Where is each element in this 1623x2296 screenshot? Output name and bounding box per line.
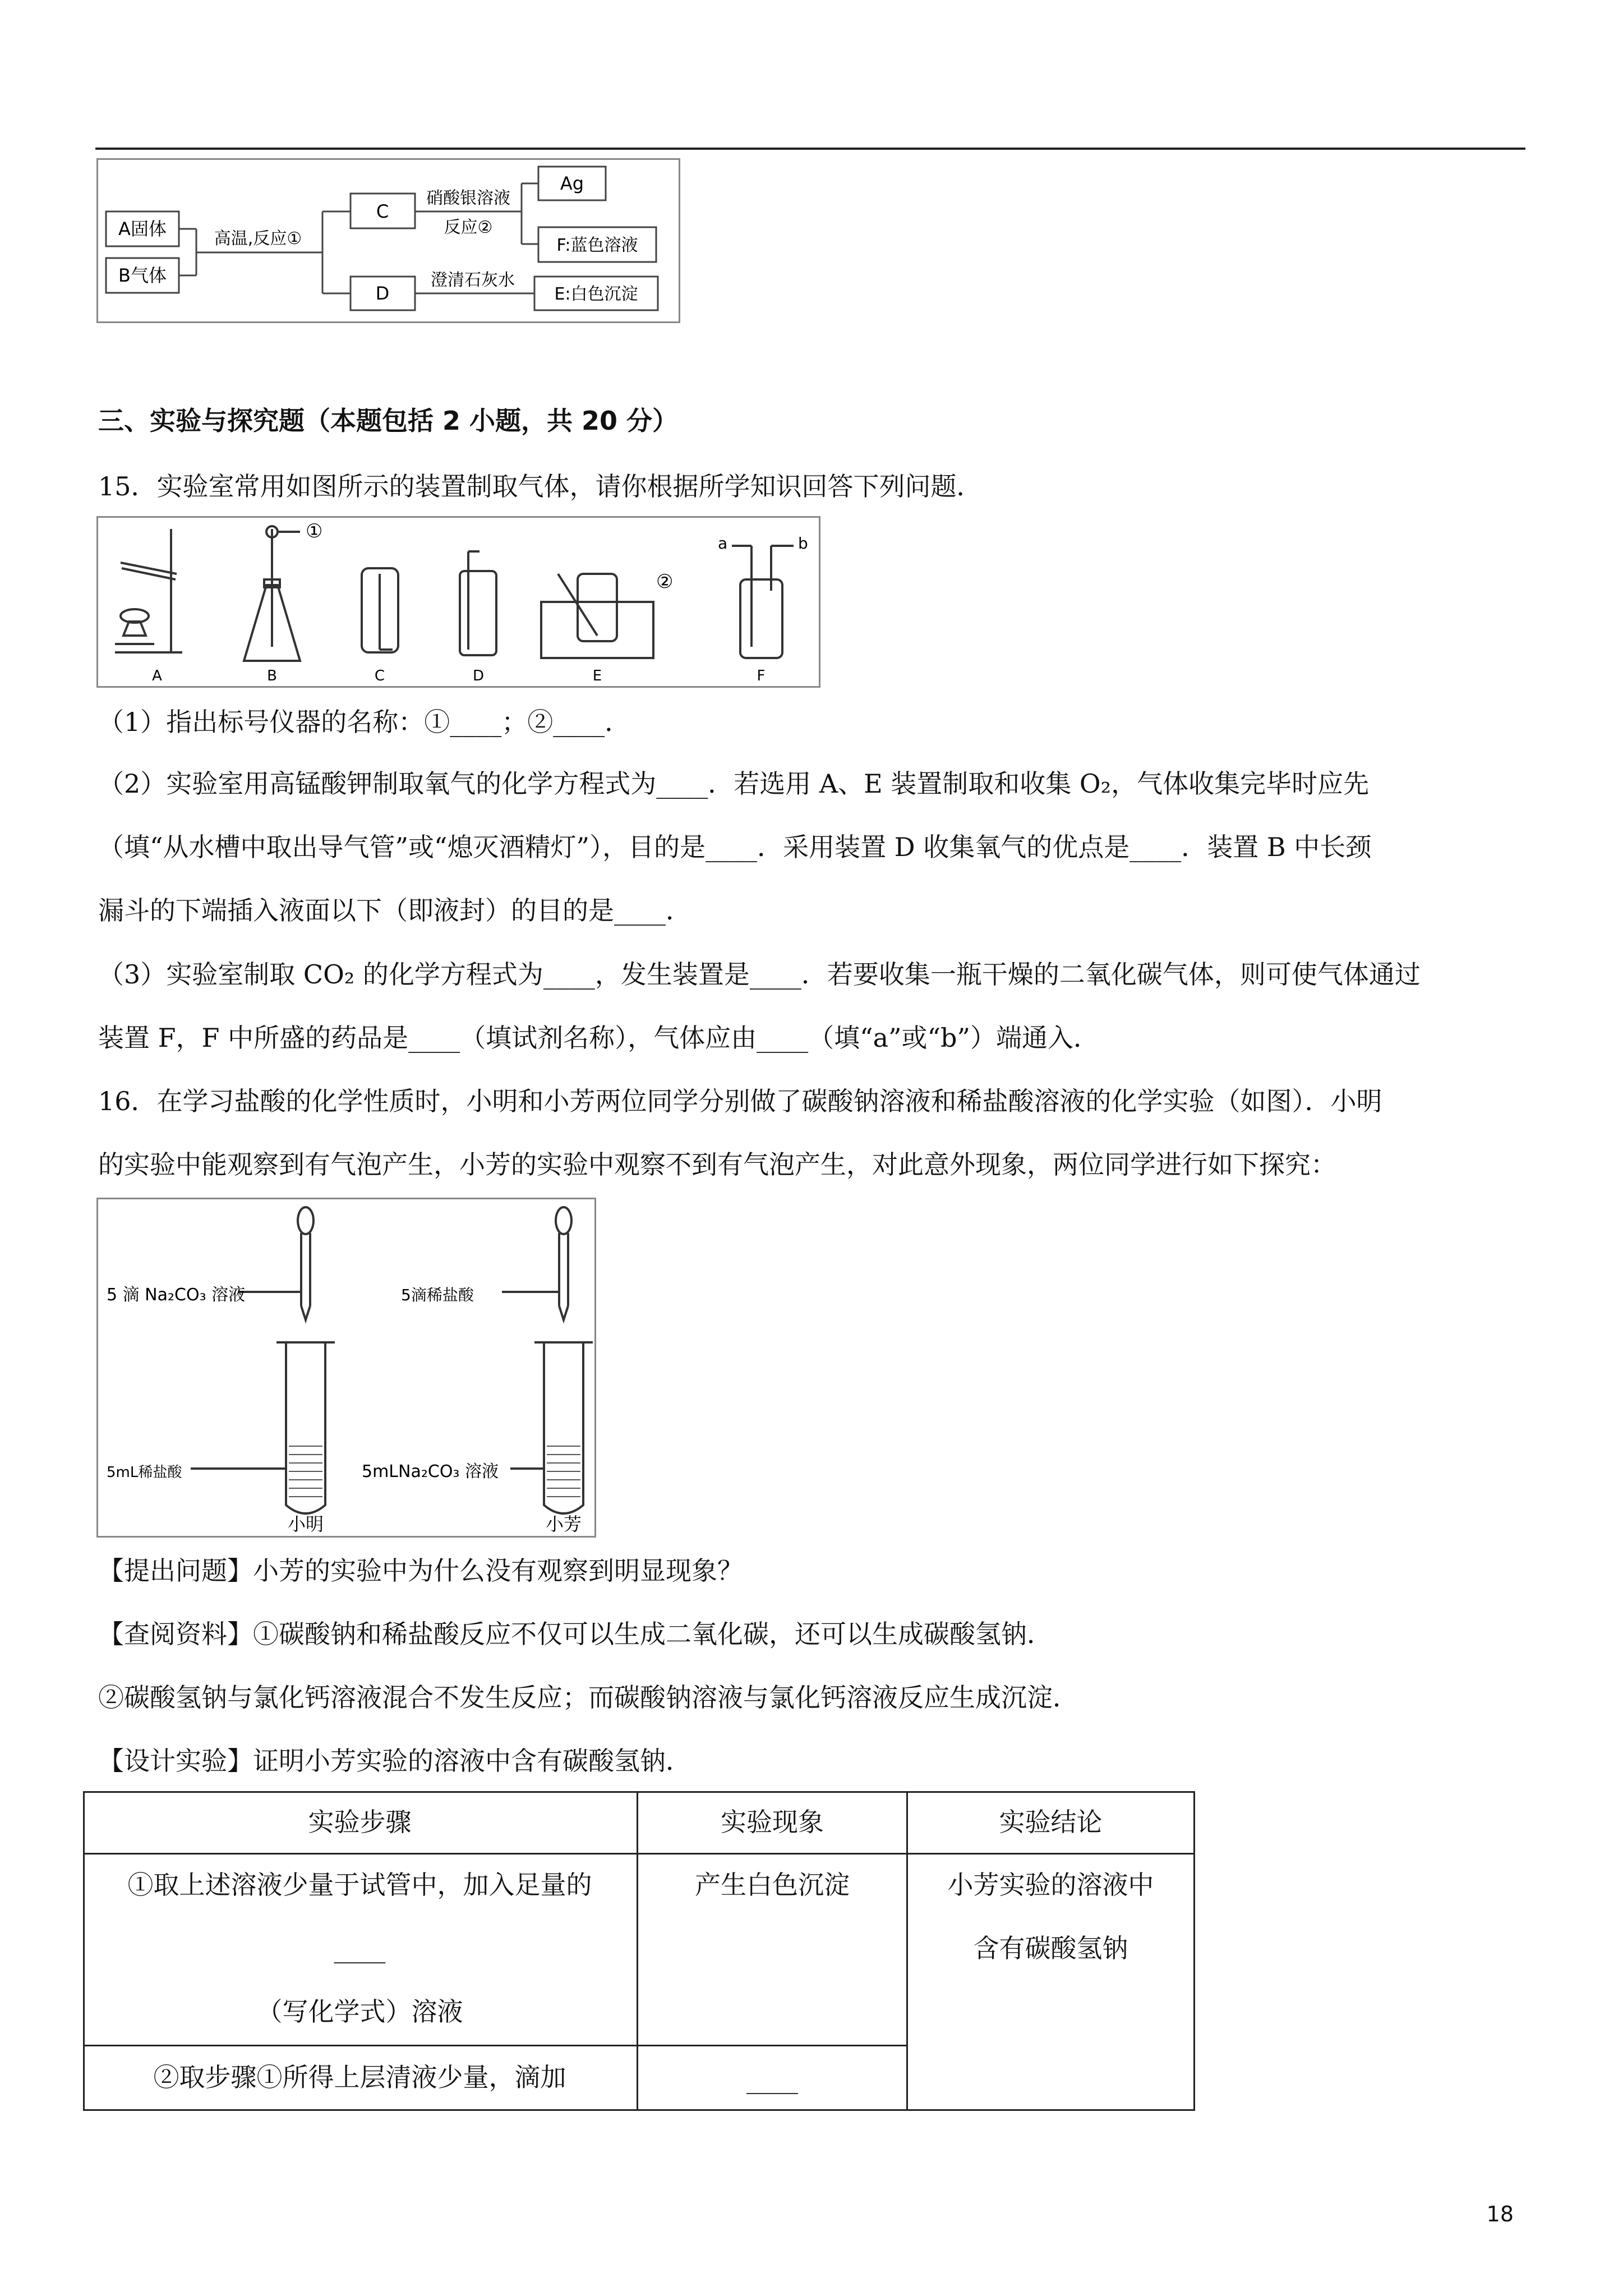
marker-1: ① (306, 520, 323, 542)
table-header-step: 实验步骤 (308, 1807, 412, 1837)
left-tube-label: 5mL稀盐酸 (107, 1464, 182, 1481)
test-tube-diagram (98, 1199, 594, 1536)
flow-box-e: E:白色沉淀 (554, 284, 638, 304)
right-student-name: 小芳 (545, 1513, 582, 1535)
row-1-phenomenon: 产生白色沉淀 (695, 1870, 850, 1900)
flowchart-figure (96, 158, 680, 323)
flow-box-f: F:蓝色溶液 (556, 236, 638, 255)
q15-part-2-line-3: 漏斗的下端插入液面以下（即液封）的目的是____． (98, 895, 691, 926)
page-number: 18 (1486, 2202, 1514, 2226)
apparatus-label-d: D (472, 668, 485, 684)
left-dropper-label: 5 滴 Na₂CO₃ 溶液 (107, 1285, 246, 1305)
q15-part-2-line-2: （填“从水槽中取出导气管”或“熄灭酒精灯”），目的是____．采用装置 D 收集氧气的优点是____．装置 B 中长颈 (98, 832, 1372, 862)
row-1-step-line-1: ①取上述溶液少量于试管中，加入足量的 (127, 1870, 592, 1900)
row-2-step: ②取步骤①所得上层清液少量，滴加 (153, 2062, 566, 2092)
flow-box-d: D (375, 283, 390, 304)
q16-ref-1: 【查阅资料】①碳酸钠和稀盐酸反应不仅可以生成二氧化碳，还可以生成碳酸氢钠． (98, 1619, 1053, 1649)
table-header-conclusion: 实验结论 (999, 1807, 1103, 1837)
right-dropper-label: 5滴稀盐酸 (401, 1286, 474, 1304)
apparatus-label-e: E (592, 668, 602, 684)
apparatus-label-c: C (374, 668, 385, 684)
table-border-top (83, 1791, 1195, 1793)
q16-design: 【设计实验】证明小芳实验的溶液中含有碳酸氢钠． (98, 1746, 691, 1776)
left-student-name: 小明 (287, 1513, 324, 1535)
table-row-divider (83, 2045, 907, 2046)
q15-part-1: （1）指出标号仪器的名称：①____；②____． (98, 707, 631, 737)
marker-2: ② (656, 570, 674, 593)
q16-stem-line-2: 的实验中能观察到有气泡产生，小芳的实验中观察不到有气泡产生，对此意外现象，两位同学进行如下探究： (98, 1149, 1336, 1180)
table-border-right (1193, 1791, 1195, 2111)
right-tube-label: 5mLNa₂CO₃ 溶液 (362, 1462, 499, 1481)
section-3-heading: 三、实验与探究题（本题包括 2 小题，共 20 分） (98, 406, 679, 436)
flow-box-c: C (376, 201, 389, 222)
q16-stem-line-1: 16．在学习盐酸的化学性质时，小明和小芳两位同学分别做了碳酸钠溶液和稀盐酸溶液的化学实验（如图）．小明 (98, 1086, 1382, 1116)
flow-box-a: A固体 (118, 218, 167, 240)
table-header-divider (83, 1853, 1195, 1855)
apparatus-label-f: F (757, 668, 766, 684)
flow-arrow-3-label: 澄清石灰水 (431, 270, 515, 290)
row-1-step-blank: ____ (334, 1933, 386, 1963)
row-1-step-line-3: （写化学式）溶液 (256, 1996, 463, 2027)
q15-part-3-line-1: （3）实验室制取 CO₂ 的化学方程式为____，发生装置是____．若要收集一瓶干燥的二氧化碳气体，则可使气体通过 (98, 959, 1421, 990)
conclusion-line-2: 含有碳酸氢钠 (973, 1933, 1128, 1963)
apparatus-label-b: B (267, 668, 277, 684)
q16-ask: 【提出问题】小芳的实验中为什么没有观察到明显现象？ (98, 1556, 743, 1586)
flowchart-diagram (98, 160, 679, 321)
flow-box-b: B气体 (118, 265, 167, 286)
q16-ref-2: ②碳酸氢钠与氯化钙溶液混合不发生反应；而碳酸钠溶液与氯化钙溶液反应生成沉淀． (98, 1682, 1078, 1713)
conclusion-line-1: 小芳实验的溶液中 (947, 1870, 1154, 1900)
table-border-bottom (83, 2109, 1195, 2111)
flow-box-ag: Ag (560, 173, 584, 194)
experiment-table (83, 1791, 1195, 2111)
flow-arrow-1-label: 高温,反应① (214, 229, 302, 249)
q15-part-2-line-1: （2）实验室用高锰酸钾制取氧气的化学方程式为____．若选用 A、E 装置制取和收集 O₂，气体收集完毕时应先 (98, 769, 1370, 799)
flow-arrow-2-bottom: 反应② (444, 218, 493, 237)
flow-arrow-2-top: 硝酸银溶液 (426, 188, 510, 208)
q15-stem: 15．实验室常用如图所示的装置制取气体，请你根据所学知识回答下列问题． (98, 471, 983, 501)
test-tube-figure (96, 1198, 596, 1538)
apparatus-diagram (98, 518, 819, 686)
port-b: b (798, 534, 808, 553)
table-header-phenomenon: 实验现象 (721, 1807, 824, 1837)
row-2-phenomenon: ____ (746, 2064, 798, 2094)
header-rule (95, 148, 1525, 150)
apparatus-label-a: A (152, 668, 162, 684)
q15-part-3-line-2: 装置 F，F 中所盛的药品是____（填试剂名称），气体应由____（填“a”或“b”）端通入． (98, 1023, 1100, 1053)
port-a: a (718, 534, 728, 553)
apparatus-figure (96, 516, 820, 688)
